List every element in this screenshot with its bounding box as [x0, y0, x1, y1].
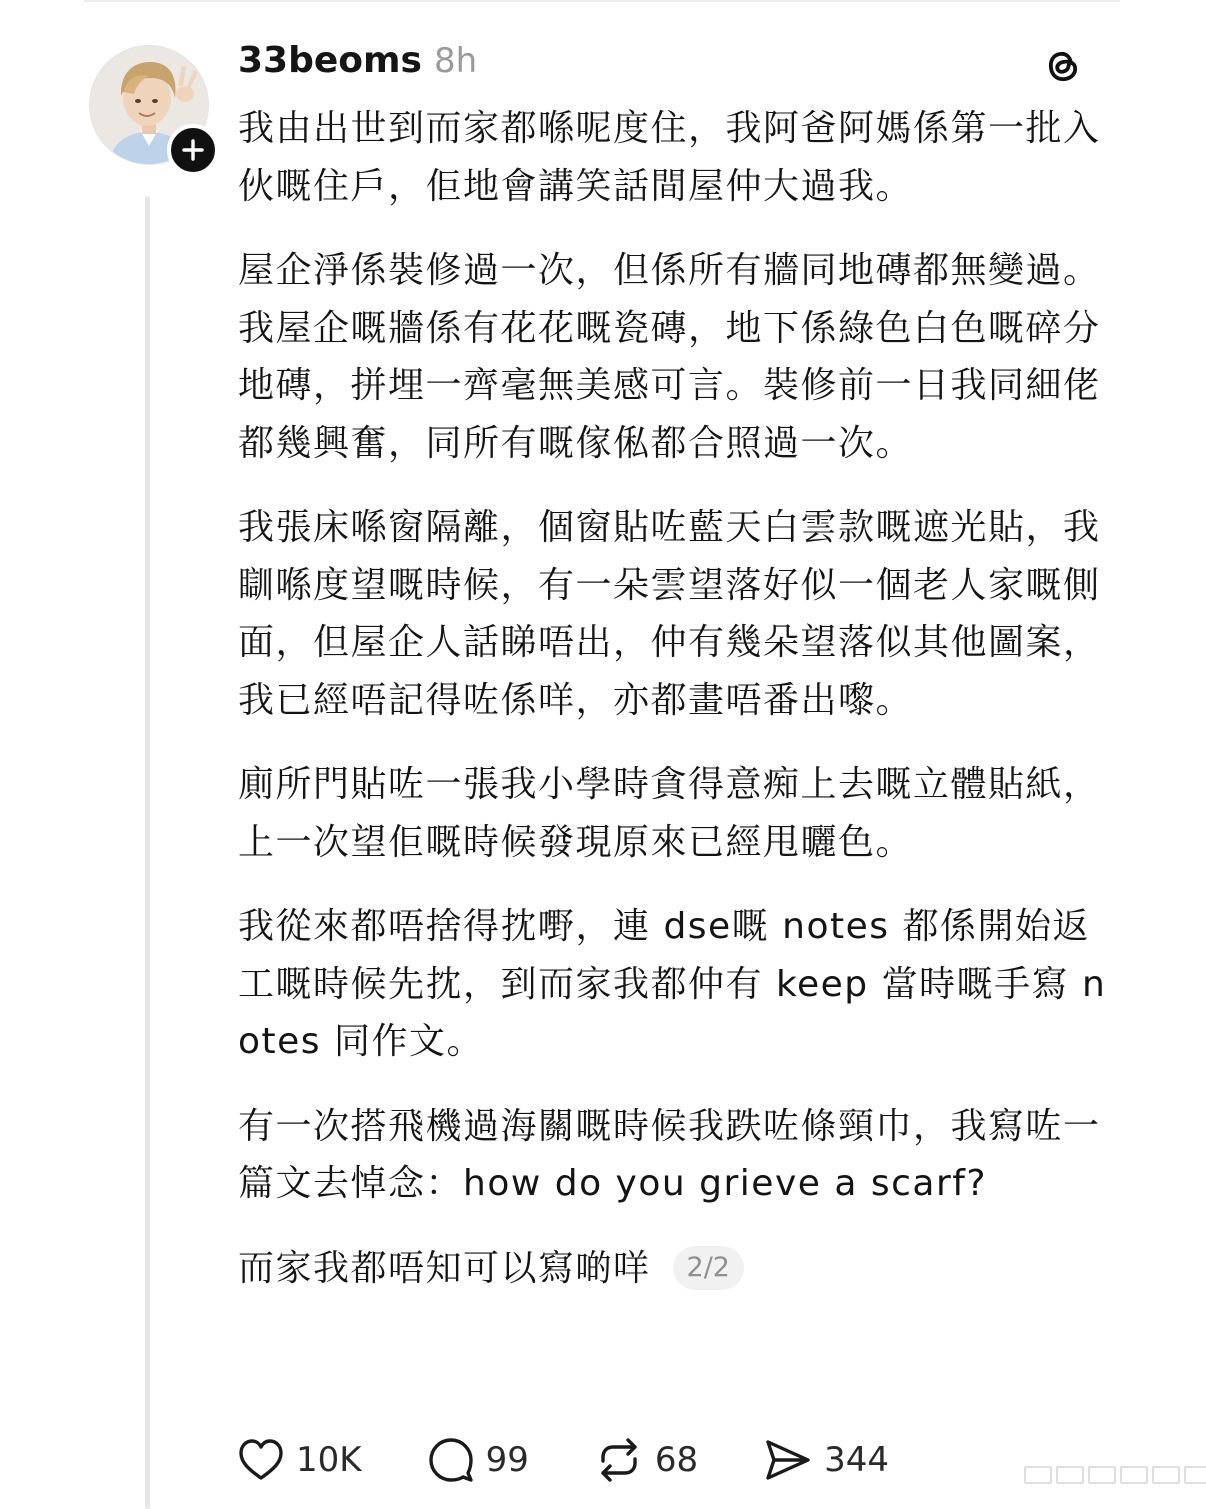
page-indicator: 2/2	[673, 1246, 744, 1290]
post-paragraph-5: 我從來都唔捨得抌嘢，連 dse嘅 notes 都係開始返工嘅時候先抌，到而家我都仲有 keep 當時嘅手寫 notes 同作文。	[238, 906, 1107, 1062]
threads-logo-icon[interactable]	[1040, 43, 1086, 89]
post-paragraph-2: 屋企淨係裝修過一次，但係所有牆同地磚都無變過。我屋企嘅牆係有花花嘅瓷磚，地下係綠色白色嘅碎分地磚，拼埋一齊毫無美感可言。裝修前一日我同細佬都幾興奮，同所有嘅傢俬都合照過一次。	[238, 250, 1101, 464]
watermark-mark	[1152, 1466, 1180, 1484]
reply-button[interactable]	[428, 1437, 529, 1483]
post-paragraph-3: 我張床喺窗隔離，個窗貼咗藍天白雲款嘅遮光貼，我瞓喺度望嘅時候，有一朵雲望落好似一個老人家嘅側面，但屋企人話睇唔出，仲有幾朵望落似其他圖案，我已經唔記得咗係咩，亦都畫唔番出嚟。	[238, 507, 1101, 721]
like-count: 10K	[296, 1440, 362, 1480]
watermark-mark	[1184, 1466, 1206, 1484]
heart-icon	[238, 1438, 284, 1482]
watermark-mark	[1024, 1466, 1052, 1484]
repost-count: 68	[654, 1440, 699, 1480]
post-body	[238, 100, 1108, 1297]
username[interactable]: 33beoms	[238, 40, 422, 81]
comment-icon	[428, 1437, 474, 1483]
reply-count: 99	[485, 1440, 529, 1480]
repost-button[interactable]	[595, 1437, 698, 1483]
watermark	[1024, 1466, 1206, 1484]
like-button[interactable]	[238, 1438, 362, 1482]
post-paragraph-6: 有一次搭飛機過海關嘅時候我跌咗條頸巾，我寫咗一篇文去悼念：how do you grieve a scarf?	[238, 1105, 1101, 1204]
action-bar	[238, 1430, 955, 1490]
post-last-line-text: 而家我都唔知可以寫啲咩	[238, 1247, 651, 1289]
plus-icon	[181, 138, 205, 162]
repost-icon	[595, 1437, 643, 1483]
watermark-mark	[1120, 1466, 1148, 1484]
top-divider	[84, 0, 1120, 2]
thread-line	[145, 196, 150, 1509]
share-count: 344	[824, 1440, 889, 1480]
watermark-mark	[1088, 1466, 1116, 1484]
post-last-line	[238, 1240, 1108, 1297]
share-button[interactable]	[764, 1438, 889, 1482]
send-icon	[764, 1438, 812, 1482]
post-header	[238, 40, 477, 92]
post-paragraph-1: 我由出世到而家都喺呢度住，我阿爸阿媽係第一批入伙嘅住戶，佢地會講笑話間屋仲大過我。	[238, 108, 1101, 207]
post-time: 8h	[433, 41, 478, 81]
post-paragraph-4: 廁所門貼咗一張我小學時貪得意痴上去嘅立體貼紙，上一次望佢嘅時候發現原來已經甩曬色。	[238, 764, 1101, 863]
follow-button[interactable]	[167, 124, 219, 176]
watermark-mark	[1056, 1466, 1084, 1484]
